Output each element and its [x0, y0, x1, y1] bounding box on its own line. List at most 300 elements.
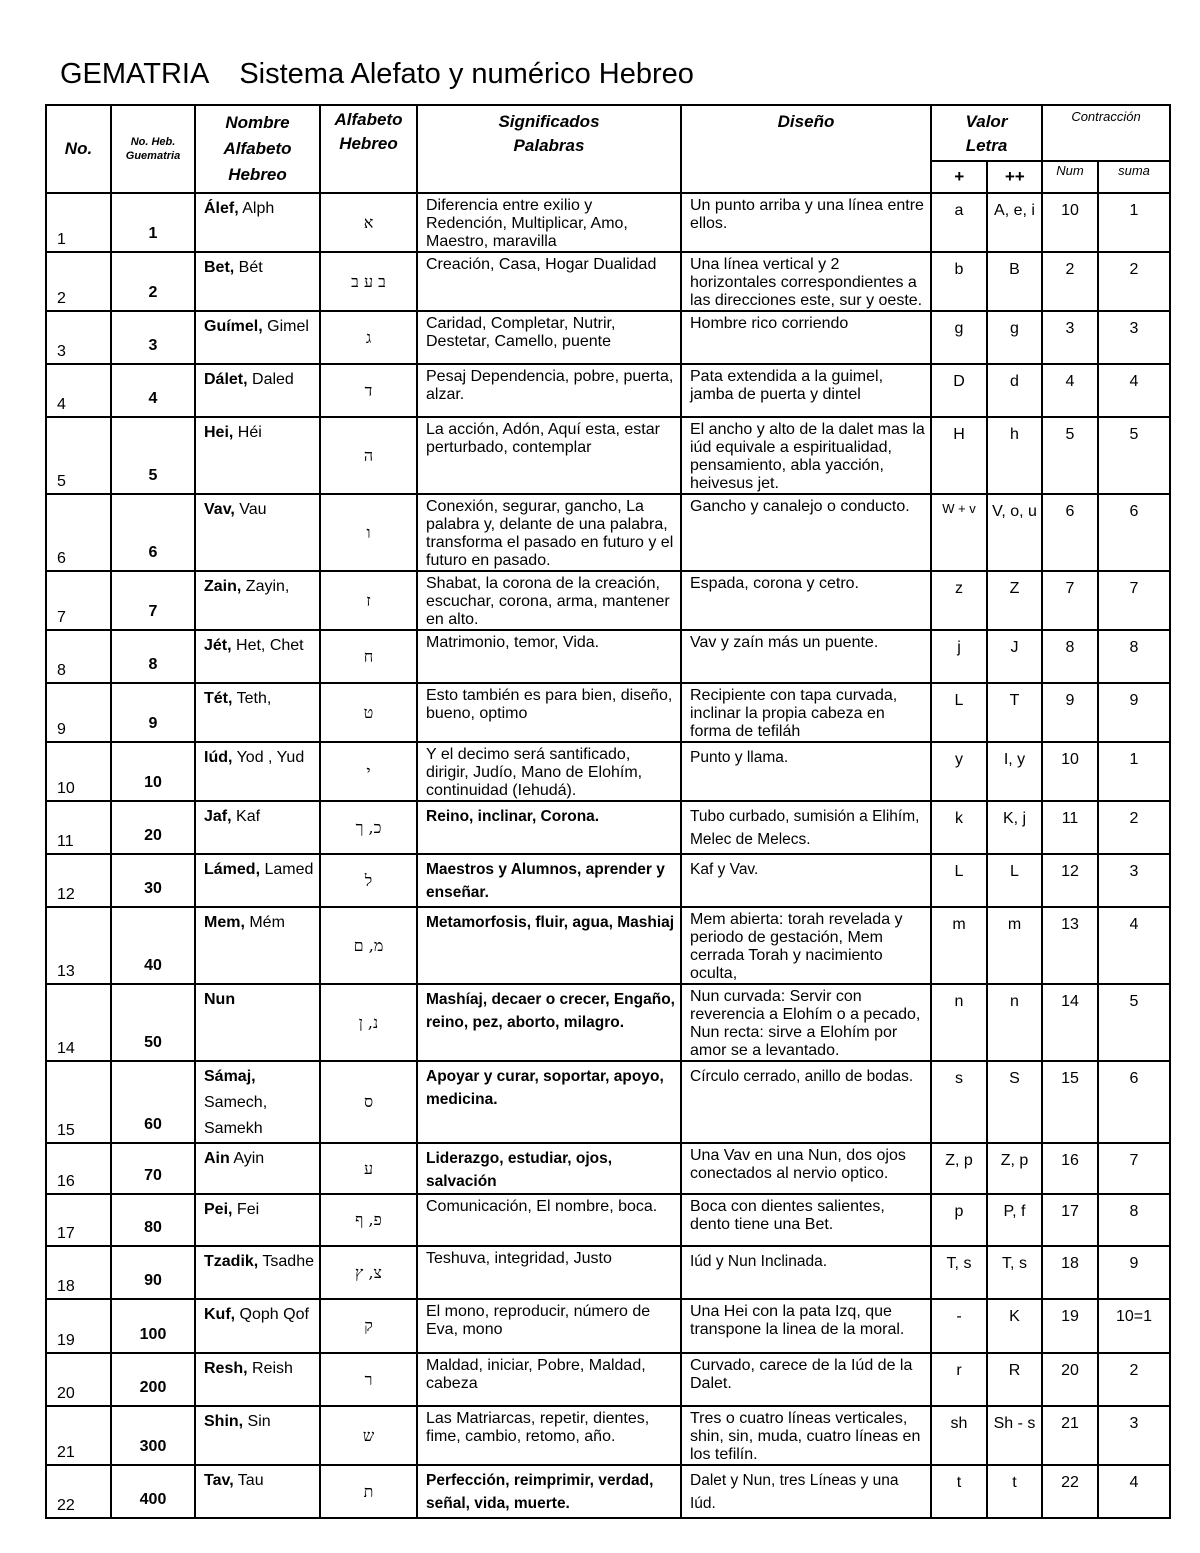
- cell-letter: ו: [320, 494, 417, 571]
- cell-letter: ר: [320, 1353, 417, 1406]
- cell-significados: Perfección, reimprimir, verdad, señal, vida, muerte.: [417, 1465, 681, 1518]
- cell-valor-plus: a: [931, 193, 987, 252]
- cell-valor-plus: p: [931, 1194, 987, 1246]
- cell-name: [195, 742, 320, 801]
- header-num: Num: [1042, 161, 1098, 193]
- cell-valor-plusplus: T, s: [987, 1246, 1042, 1299]
- cell-diseno: Tres o cuatro líneas verticales, shin, sin, muda, cuatro líneas en los tefilín.: [681, 1406, 931, 1465]
- name-alt: Alph: [238, 200, 275, 217]
- cell-significados: Las Matriarcas, repetir, dientes, fime, cambio, retomo, año.: [417, 1406, 681, 1465]
- page-title: [60, 58, 694, 91]
- name-primary: Jét,: [204, 637, 232, 654]
- cell-letter: ת: [320, 1465, 417, 1518]
- cell-guematria: 50: [111, 984, 195, 1061]
- cell-no: 22: [46, 1465, 111, 1518]
- name-alt: Lamed: [260, 861, 314, 878]
- cell-significados: Teshuva, integridad, Justo: [417, 1246, 681, 1299]
- cell-diseno: Una línea vertical y 2 horizontales correspondientes a las direcciones este, sur y oeste.: [681, 252, 931, 311]
- cell-diseno: Mem abierta: torah revelada y periodo de gestación, Mem cerrada Torah y nacimiento oculta,: [681, 907, 931, 984]
- cell-guematria: 8: [111, 630, 195, 683]
- cell-valor-plusplus: t: [987, 1465, 1042, 1518]
- cell-valor-plusplus: K, j: [987, 801, 1042, 854]
- cell-letter: מ, ם: [320, 907, 417, 984]
- cell-name: [195, 252, 320, 311]
- cell-diseno: Una Vav en una Nun, dos ojos conectados al nervio optico.: [681, 1143, 931, 1194]
- cell-significados: Creación, Casa, Hogar Dualidad: [417, 252, 681, 311]
- cell-letter: כ, ך: [320, 801, 417, 854]
- header-valor: Valor Letra: [931, 105, 1042, 161]
- name-primary: Resh,: [204, 1360, 248, 1377]
- cell-significados: Reino, inclinar, Corona.: [417, 801, 681, 854]
- cell-no: 16: [46, 1143, 111, 1194]
- cell-valor-plusplus: m: [987, 907, 1042, 984]
- cell-letter: נ, ן: [320, 984, 417, 1061]
- cell-suma: 3: [1098, 1406, 1170, 1465]
- cell-suma: 4: [1098, 364, 1170, 417]
- cell-significados: Shabat, la corona de la creación, escuchar, corona, arma, mantener en alto.: [417, 571, 681, 630]
- cell-suma: 2: [1098, 801, 1170, 854]
- cell-diseno: Dalet y Nun, tres Líneas y una Iúd.: [681, 1465, 931, 1518]
- cell-significados: Pesaj Dependencia, pobre, puerta, alzar.: [417, 364, 681, 417]
- cell-num: 16: [1042, 1143, 1098, 1194]
- cell-name: [195, 1143, 320, 1194]
- table-row: [46, 1353, 1170, 1406]
- cell-num: 6: [1042, 494, 1098, 571]
- cell-suma: 9: [1098, 1246, 1170, 1299]
- cell-no: 7: [46, 571, 111, 630]
- cell-letter: ד: [320, 364, 417, 417]
- cell-num: 15: [1042, 1061, 1098, 1143]
- cell-num: 19: [1042, 1299, 1098, 1353]
- cell-num: 12: [1042, 854, 1098, 907]
- table-row: [46, 1143, 1170, 1194]
- cell-valor-plusplus: A, e, i: [987, 193, 1042, 252]
- cell-suma: 3: [1098, 311, 1170, 364]
- title-sub: Sistema Alefato y numérico Hebreo: [239, 58, 694, 90]
- cell-suma: 1: [1098, 742, 1170, 801]
- cell-diseno: Curvado, carece de la Iúd de la Dalet.: [681, 1353, 931, 1406]
- cell-guematria: 40: [111, 907, 195, 984]
- cell-diseno: Círculo cerrado, anillo de bodas.: [681, 1061, 931, 1143]
- cell-num: 5: [1042, 417, 1098, 494]
- cell-diseno: Recipiente con tapa curvada, inclinar la propia cabeza en forma de tefiláh: [681, 683, 931, 742]
- cell-diseno: Iúd y Nun Inclinada.: [681, 1246, 931, 1299]
- cell-guematria: 1: [111, 193, 195, 252]
- cell-valor-plus: Z, p: [931, 1143, 987, 1194]
- table-row: [46, 683, 1170, 742]
- cell-valor-plus: s: [931, 1061, 987, 1143]
- cell-valor-plus: -: [931, 1299, 987, 1353]
- name-primary: Álef,: [204, 200, 239, 217]
- cell-letter: ה: [320, 417, 417, 494]
- cell-num: 11: [1042, 801, 1098, 854]
- cell-no: 2: [46, 252, 111, 311]
- cell-valor-plusplus: L: [987, 854, 1042, 907]
- cell-name: [195, 193, 320, 252]
- cell-num: 8: [1042, 630, 1098, 683]
- cell-guematria: 7: [111, 571, 195, 630]
- cell-significados: Maldad, iniciar, Pobre, Maldad, cabeza: [417, 1353, 681, 1406]
- cell-significados: Diferencia entre exilio y Redención, Multiplicar, Amo, Maestro, maravilla: [417, 193, 681, 252]
- table-row: [46, 1465, 1170, 1518]
- name-alt: Yod , Yud: [232, 749, 305, 766]
- name-alt: Héi: [233, 424, 262, 441]
- cell-valor-plusplus: T: [987, 683, 1042, 742]
- cell-letter: א: [320, 193, 417, 252]
- header-no-heb: No. Heb. Guematria: [111, 105, 195, 193]
- cell-no: 1: [46, 193, 111, 252]
- name-alt: Ayin: [229, 1150, 265, 1167]
- cell-valor-plus: b: [931, 252, 987, 311]
- name-primary: Dálet,: [204, 371, 248, 388]
- name-alt: Fei: [232, 1201, 260, 1218]
- cell-no: 18: [46, 1246, 111, 1299]
- cell-num: 9: [1042, 683, 1098, 742]
- cell-letter: ז: [320, 571, 417, 630]
- cell-no: 21: [46, 1406, 111, 1465]
- cell-valor-plus: sh: [931, 1406, 987, 1465]
- name-primary: Pei,: [204, 1201, 233, 1218]
- cell-valor-plus: z: [931, 571, 987, 630]
- cell-valor-plusplus: Z: [987, 571, 1042, 630]
- cell-guematria: 2: [111, 252, 195, 311]
- cell-suma: 6: [1098, 1061, 1170, 1143]
- cell-letter: ט: [320, 683, 417, 742]
- name-primary: Bet,: [204, 259, 235, 276]
- cell-valor-plusplus: K: [987, 1299, 1042, 1353]
- cell-no: 17: [46, 1194, 111, 1246]
- cell-valor-plus: n: [931, 984, 987, 1061]
- cell-significados: Liderazgo, estudiar, ojos, salvación: [417, 1143, 681, 1194]
- cell-letter: צ, ץ: [320, 1246, 417, 1299]
- cell-suma: 2: [1098, 1353, 1170, 1406]
- cell-suma: 1: [1098, 193, 1170, 252]
- name-primary: Tét,: [204, 690, 233, 707]
- cell-valor-plusplus: I, y: [987, 742, 1042, 801]
- cell-significados: Y el decimo será santificado, dirigir, Judío, Mano de Elohím, continuidad (Iehudá).: [417, 742, 681, 801]
- cell-num: 10: [1042, 742, 1098, 801]
- cell-valor-plusplus: B: [987, 252, 1042, 311]
- cell-num: 14: [1042, 984, 1098, 1061]
- cell-guematria: 100: [111, 1299, 195, 1353]
- cell-no: 9: [46, 683, 111, 742]
- cell-diseno: Vav y zaín más un puente.: [681, 630, 931, 683]
- cell-no: 14: [46, 984, 111, 1061]
- table-row: [46, 984, 1170, 1061]
- cell-no: 15: [46, 1061, 111, 1143]
- cell-valor-plusplus: J: [987, 630, 1042, 683]
- name-primary: Iúd,: [204, 749, 233, 766]
- cell-name: [195, 1406, 320, 1465]
- cell-valor-plus: y: [931, 742, 987, 801]
- cell-name: [195, 1299, 320, 1353]
- name-primary: Kuf,: [204, 1306, 236, 1323]
- name-primary: Tzadik,: [204, 1253, 259, 1270]
- table-row: [46, 1299, 1170, 1353]
- cell-diseno: Kaf y Vav.: [681, 854, 931, 907]
- name-alt: Het, Chet: [231, 637, 304, 654]
- cell-guematria: 9: [111, 683, 195, 742]
- cell-valor-plus: H: [931, 417, 987, 494]
- name-primary: Nun: [204, 991, 236, 1008]
- title-main: GEMATRIA: [60, 58, 210, 90]
- cell-name: [195, 364, 320, 417]
- cell-valor-plusplus: g: [987, 311, 1042, 364]
- name-alt: Daled: [247, 371, 294, 388]
- cell-valor-plusplus: R: [987, 1353, 1042, 1406]
- header-alfabeto: Alfabeto Hebreo: [320, 105, 417, 193]
- cell-valor-plus: r: [931, 1353, 987, 1406]
- cell-valor-plus: L: [931, 854, 987, 907]
- header-suma: suma: [1098, 161, 1170, 193]
- cell-num: 13: [1042, 907, 1098, 984]
- cell-significados: Matrimonio, temor, Vida.: [417, 630, 681, 683]
- name-primary: Tav,: [204, 1472, 234, 1489]
- name-alt: Mém: [244, 914, 285, 931]
- table-row: [46, 801, 1170, 854]
- cell-diseno: Hombre rico corriendo: [681, 311, 931, 364]
- cell-guematria: 20: [111, 801, 195, 854]
- cell-name: [195, 801, 320, 854]
- cell-name: [195, 1246, 320, 1299]
- cell-significados: Comunicación, El nombre, boca.: [417, 1194, 681, 1246]
- cell-valor-plusplus: n: [987, 984, 1042, 1061]
- cell-guematria: 6: [111, 494, 195, 571]
- name-alt: Gimel: [262, 318, 309, 335]
- cell-diseno: Una Hei con la pata Izq, que transpone la linea de la moral.: [681, 1299, 931, 1353]
- table-row: [46, 193, 1170, 252]
- cell-suma: 7: [1098, 571, 1170, 630]
- name-alt: Zayin,: [241, 578, 290, 595]
- cell-num: 18: [1042, 1246, 1098, 1299]
- cell-no: 8: [46, 630, 111, 683]
- cell-valor-plus: D: [931, 364, 987, 417]
- cell-letter: י: [320, 742, 417, 801]
- name-alt: Teth,: [232, 690, 272, 707]
- cell-suma: 7: [1098, 1143, 1170, 1194]
- cell-guematria: 10: [111, 742, 195, 801]
- name-primary: Guímel,: [204, 318, 263, 335]
- name-alt: Bét: [234, 259, 263, 276]
- cell-guematria: 80: [111, 1194, 195, 1246]
- cell-name: [195, 494, 320, 571]
- cell-guematria: 70: [111, 1143, 195, 1194]
- cell-letter: ג: [320, 311, 417, 364]
- name-alt: Sin: [243, 1413, 271, 1430]
- cell-significados: Maestros y Alumnos, aprender y enseñar.: [417, 854, 681, 907]
- name-alt: Reish: [247, 1360, 293, 1377]
- cell-valor-plus: t: [931, 1465, 987, 1518]
- name-alt: Samech, Samekh: [204, 1094, 268, 1137]
- cell-letter: ע: [320, 1143, 417, 1194]
- cell-significados: Mashíaj, decaer o crecer, Engaño, reino, pez, aborto, milagro.: [417, 984, 681, 1061]
- cell-name: [195, 630, 320, 683]
- table-row: [46, 364, 1170, 417]
- cell-letter: ל: [320, 854, 417, 907]
- cell-significados: Esto también es para bien, diseño, bueno, optimo: [417, 683, 681, 742]
- header-contraccion: Contracción: [1042, 105, 1170, 161]
- cell-letter: ש: [320, 1406, 417, 1465]
- cell-num: 22: [1042, 1465, 1098, 1518]
- cell-no: 19: [46, 1299, 111, 1353]
- cell-name: [195, 311, 320, 364]
- table-row: [46, 311, 1170, 364]
- cell-valor-plusplus: d: [987, 364, 1042, 417]
- cell-name: [195, 984, 320, 1061]
- cell-valor-plus: T, s: [931, 1246, 987, 1299]
- cell-guematria: 3: [111, 311, 195, 364]
- cell-diseno: Boca con dientes salientes, dento tiene una Bet.: [681, 1194, 931, 1246]
- cell-num: 2: [1042, 252, 1098, 311]
- table-row: [46, 1246, 1170, 1299]
- cell-guematria: 200: [111, 1353, 195, 1406]
- name-alt: Qoph Qof: [235, 1306, 309, 1323]
- cell-suma: 9: [1098, 683, 1170, 742]
- cell-name: [195, 1061, 320, 1143]
- cell-suma: 6: [1098, 494, 1170, 571]
- name-primary: Jaf,: [204, 808, 232, 825]
- cell-suma: 2: [1098, 252, 1170, 311]
- cell-valor-plus: W + v: [931, 494, 987, 571]
- cell-name: [195, 1353, 320, 1406]
- table-body: [46, 193, 1170, 1518]
- cell-no: 13: [46, 907, 111, 984]
- cell-valor-plus: m: [931, 907, 987, 984]
- cell-diseno: Espada, corona y cetro.: [681, 571, 931, 630]
- cell-guematria: 300: [111, 1406, 195, 1465]
- cell-guematria: 4: [111, 364, 195, 417]
- name-primary: Mem,: [204, 914, 245, 931]
- cell-name: [195, 854, 320, 907]
- cell-significados: Caridad, Completar, Nutrir, Destetar, Camello, puente: [417, 311, 681, 364]
- cell-valor-plusplus: Z, p: [987, 1143, 1042, 1194]
- cell-valor-plusplus: h: [987, 417, 1042, 494]
- name-primary: Lámed,: [204, 861, 261, 878]
- table-row: [46, 630, 1170, 683]
- cell-letter: ח: [320, 630, 417, 683]
- table-row: [46, 1406, 1170, 1465]
- cell-suma: 4: [1098, 1465, 1170, 1518]
- cell-significados: La acción, Adón, Aquí esta, estar perturbado, contemplar: [417, 417, 681, 494]
- cell-letter: ב ע ב: [320, 252, 417, 311]
- cell-suma: 8: [1098, 1194, 1170, 1246]
- table-row: [46, 1061, 1170, 1143]
- cell-no: 20: [46, 1353, 111, 1406]
- cell-valor-plusplus: S: [987, 1061, 1042, 1143]
- cell-name: [195, 571, 320, 630]
- cell-letter: ק: [320, 1299, 417, 1353]
- cell-diseno: El ancho y alto de la dalet mas la iúd equivale a espiritualidad, pensamiento, abla yacción, heivesus jet.: [681, 417, 931, 494]
- cell-name: [195, 417, 320, 494]
- cell-significados: El mono, reproducir, número de Eva, mono: [417, 1299, 681, 1353]
- cell-diseno: Tubo curbado, sumisión a Elihím, Melec de Melecs.: [681, 801, 931, 854]
- cell-no: 12: [46, 854, 111, 907]
- header-plusplus: ++: [987, 161, 1042, 193]
- cell-valor-plus: j: [931, 630, 987, 683]
- cell-valor-plus: g: [931, 311, 987, 364]
- cell-num: 4: [1042, 364, 1098, 417]
- name-primary: Shin,: [204, 1413, 244, 1430]
- cell-diseno: Un punto arriba y una línea entre ellos.: [681, 193, 931, 252]
- header-significados: Significados Palabras: [417, 105, 681, 193]
- name-alt: Tau: [233, 1472, 264, 1489]
- cell-valor-plus: L: [931, 683, 987, 742]
- table-row: [46, 907, 1170, 984]
- cell-guematria: 60: [111, 1061, 195, 1143]
- cell-diseno: Nun curvada: Servir con reverencia a Elohím o a pecado, Nun recta: sirve a Elohím por amor se a levantado.: [681, 984, 931, 1061]
- cell-suma: 8: [1098, 630, 1170, 683]
- cell-significados: Conexión, segurar, gancho, La palabra y, delante de una palabra, transforma el pasado en futuro y el futuro en pasado.: [417, 494, 681, 571]
- cell-suma: 4: [1098, 907, 1170, 984]
- cell-no: 10: [46, 742, 111, 801]
- cell-no: 3: [46, 311, 111, 364]
- cell-guematria: 90: [111, 1246, 195, 1299]
- cell-suma: 5: [1098, 417, 1170, 494]
- cell-name: [195, 683, 320, 742]
- cell-no: 4: [46, 364, 111, 417]
- cell-suma: 5: [1098, 984, 1170, 1061]
- cell-diseno: Punto y llama.: [681, 742, 931, 801]
- cell-valor-plusplus: V, o, u: [987, 494, 1042, 571]
- header-plus: +: [931, 161, 987, 193]
- name-primary: Zain,: [204, 578, 242, 595]
- name-primary: Hei,: [204, 424, 234, 441]
- cell-suma: 10=1: [1098, 1299, 1170, 1353]
- cell-suma: 3: [1098, 854, 1170, 907]
- cell-valor-plusplus: Sh - s: [987, 1406, 1042, 1465]
- cell-valor-plusplus: P, f: [987, 1194, 1042, 1246]
- table-row: [46, 742, 1170, 801]
- cell-num: 7: [1042, 571, 1098, 630]
- cell-name: [195, 1465, 320, 1518]
- table-row: [46, 417, 1170, 494]
- name-primary: Sámaj,: [204, 1068, 256, 1085]
- cell-guematria: 400: [111, 1465, 195, 1518]
- table-row: [46, 494, 1170, 571]
- table-row: [46, 252, 1170, 311]
- cell-significados: Apoyar y curar, soportar, apoyo, medicina.: [417, 1061, 681, 1143]
- cell-no: 5: [46, 417, 111, 494]
- name-alt: Kaf: [231, 808, 261, 825]
- cell-num: 3: [1042, 311, 1098, 364]
- cell-diseno: Pata extendida a la guimel, jamba de puerta y dintel: [681, 364, 931, 417]
- header-diseno: Diseño: [681, 105, 931, 193]
- cell-letter: ס: [320, 1061, 417, 1143]
- name-primary: Vav,: [204, 501, 235, 518]
- header-no: No.: [46, 105, 111, 193]
- header-nombre: Nombre Alfabeto Hebreo: [195, 105, 320, 193]
- table-row: [46, 854, 1170, 907]
- gematria-table: [45, 104, 1171, 1519]
- cell-num: 17: [1042, 1194, 1098, 1246]
- cell-significados: Metamorfosis, fluir, agua, Mashiaj: [417, 907, 681, 984]
- cell-name: [195, 907, 320, 984]
- cell-diseno: Gancho y canalejo o conducto.: [681, 494, 931, 571]
- cell-letter: פ, ף: [320, 1194, 417, 1246]
- table-row: [46, 1194, 1170, 1246]
- cell-num: 20: [1042, 1353, 1098, 1406]
- cell-no: 6: [46, 494, 111, 571]
- cell-num: 10: [1042, 193, 1098, 252]
- cell-name: [195, 1194, 320, 1246]
- name-primary: Ain: [204, 1150, 230, 1167]
- cell-num: 21: [1042, 1406, 1098, 1465]
- cell-guematria: 30: [111, 854, 195, 907]
- cell-no: 11: [46, 801, 111, 854]
- cell-guematria: 5: [111, 417, 195, 494]
- name-alt: Vau: [234, 501, 267, 518]
- table-row: [46, 571, 1170, 630]
